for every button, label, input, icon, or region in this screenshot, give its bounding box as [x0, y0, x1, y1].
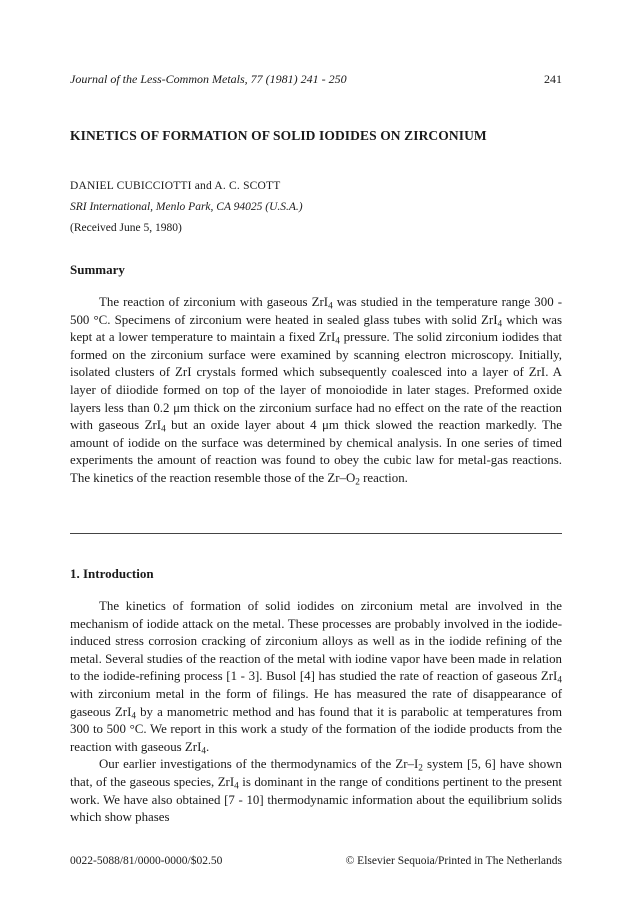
- article-code: 0022-5088/81/0000-0000/$02.50: [70, 855, 223, 867]
- author-affiliation: SRI International, Menlo Park, CA 94025 (U.S.A.): [70, 201, 303, 213]
- section-divider: [70, 533, 562, 534]
- introduction-heading: 1. Introduction: [70, 566, 154, 581]
- introduction-paragraph-1: The kinetics of formation of solid iodides on zirconium metal are involved in the mechanism of iodide attack on the metal. These processes are probably involved in the iodide-induced stress corrosion cracking of zirconium alloys as well as in the iodide refining of the metal. Several studies of the reaction of the metal with iodine vapor have been made in relation to the iodide-refining process [1 - 3]. Busol [4] has studied the rate of reaction of gaseous ZrI$_4$ with zirconium metal in the form of filings. He has measured the rate of disappearance of gaseous ZrI$_4$ by a manometric method and has found that it is parabolic at temperatures from 300 to 500 °C. We report in this work a study of the formation of the iodide products from the reaction with gaseous ZrI$_4$.: [70, 599, 562, 757]
- article-authors: DANIEL CUBICCIOTTI and A. C. SCOTT: [70, 180, 281, 192]
- publisher-copyright: © Elsevier Sequoia/Printed in The Netherlands: [345, 855, 562, 867]
- summary-text: [70, 294, 562, 488]
- introduction-paragraph-2: Our earlier investigations of the thermodynamics of the $Zr-I_2$ system [5, 6] have shown that, of the gaseous species, ZrI$_4$ is dominant in the range of conditions pertinent to the present work. We have also obtained [7 - 10] thermodynamic information about the equilibrium solids which show phases: [70, 757, 562, 825]
- page-number: 241: [544, 72, 562, 86]
- journal-citation: Journal of the Less-Common Metals, 77 (1981) 241 - 250: [70, 72, 347, 86]
- received-date: (Received June 5, 1980): [70, 222, 182, 234]
- introduction-text: [70, 598, 562, 827]
- summary-heading: Summary: [70, 262, 125, 277]
- article-title: KINETICS OF FORMATION OF SOLID IODIDES ON ZIRCONIUM: [70, 128, 487, 143]
- summary-paragraph: The reaction of zirconium with gaseous ZrI$_4$ was studied in the temperature range 300 - 500 °C. Specimens of zirconium were heated in sealed glass tubes with solid ZrI$_4$ which was kept at a lower temperature to maintain a fixed ZrI$_4$ pressure. The solid zirconium iodides that formed on the zirconium surface were examined by scanning electron microscopy. Initially, isolated clusters of ZrI crystals formed which subsequently coalesced into a layer of ZrI. A layer of diiodide formed on top of the layer of monoiodide in later stages. Preformed oxide layers less than 0.2 μm thick on the zirconium surface had no effect on the rate of the reaction with gaseous ZrI$_4$ but an oxide layer about 4 μm thick slowed the reaction markedly. The amount of iodide on the surface was determined by chemical analysis. In one series of timed experiments the amount of reaction was found to obey the cubic law for metal-gas reactions. The kinetics of the reaction resemble those of the $Zr-O_2$ reaction.: [70, 295, 563, 488]
